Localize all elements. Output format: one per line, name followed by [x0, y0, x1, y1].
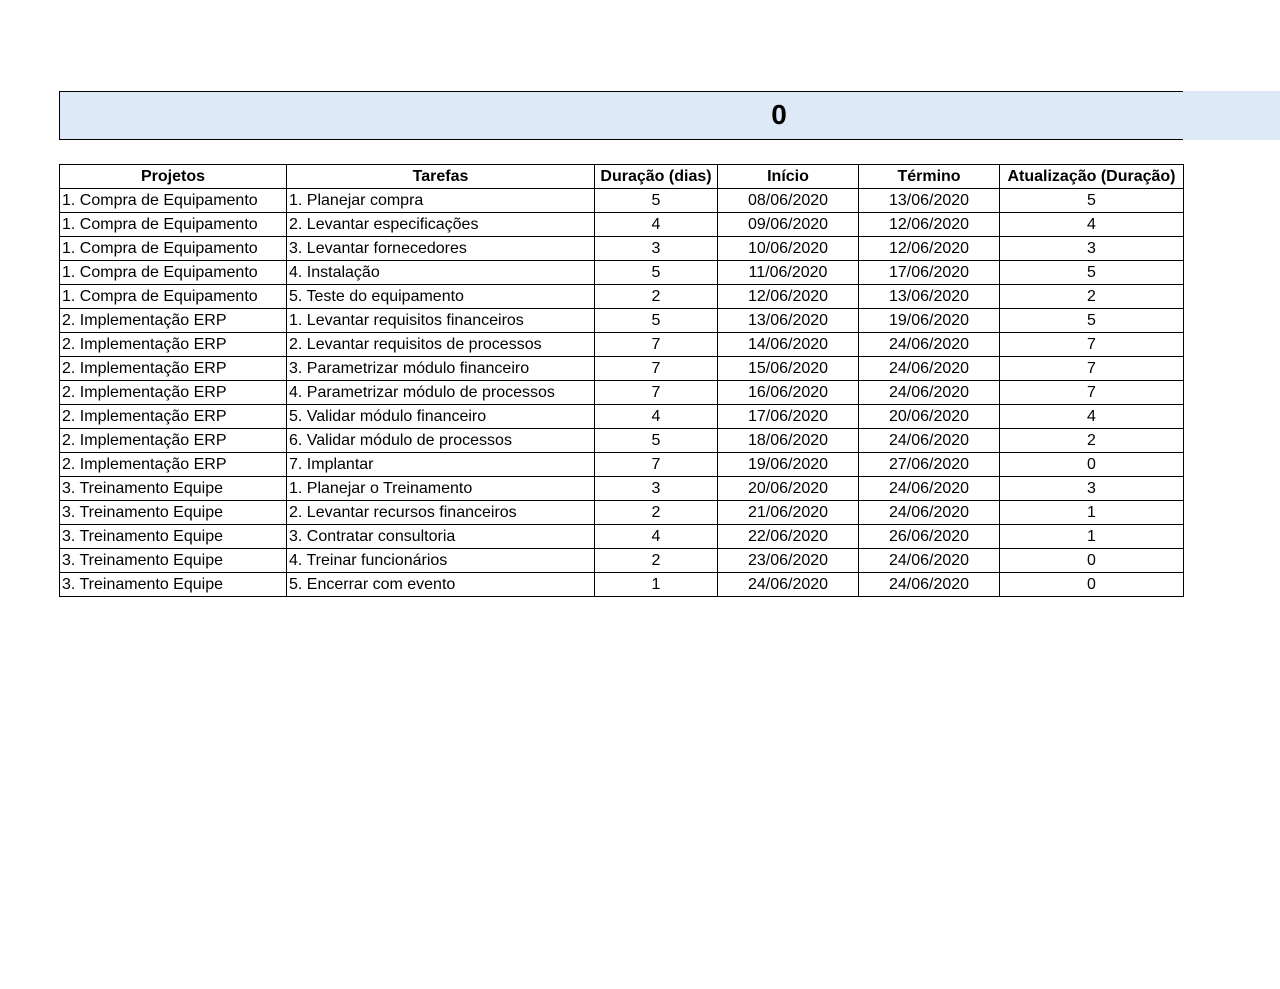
- header-inicio: Início: [718, 165, 859, 189]
- cell-atualizacao: 0: [1000, 573, 1184, 597]
- cell-inicio: 23/06/2020: [718, 549, 859, 573]
- cell-atualizacao: 5: [1000, 261, 1184, 285]
- title-area: [59, 91, 1280, 140]
- cell-duracao: 4: [595, 525, 718, 549]
- cell-duracao: 5: [595, 189, 718, 213]
- cell-atualizacao: 5: [1000, 309, 1184, 333]
- cell-duracao: 7: [595, 381, 718, 405]
- cell-tarefa: 3. Contratar consultoria: [287, 525, 595, 549]
- table-row: [60, 261, 1184, 285]
- header-duracao: Duração (dias): [595, 165, 718, 189]
- cell-inicio: 10/06/2020: [718, 237, 859, 261]
- cell-tarefa: 1. Levantar requisitos financeiros: [287, 309, 595, 333]
- cell-inicio: 22/06/2020: [718, 525, 859, 549]
- cell-projeto: 3. Treinamento Equipe: [60, 477, 287, 501]
- cell-termino: 24/06/2020: [859, 573, 1000, 597]
- cell-inicio: 18/06/2020: [718, 429, 859, 453]
- cell-inicio: 20/06/2020: [718, 477, 859, 501]
- table-row: [60, 189, 1184, 213]
- table-row: [60, 477, 1184, 501]
- table-header-row: [60, 165, 1184, 189]
- cell-atualizacao: 2: [1000, 285, 1184, 309]
- cell-duracao: 3: [595, 477, 718, 501]
- table-row: [60, 573, 1184, 597]
- cell-atualizacao: 2: [1000, 429, 1184, 453]
- cell-inicio: 13/06/2020: [718, 309, 859, 333]
- cell-inicio: 12/06/2020: [718, 285, 859, 309]
- table-row: [60, 309, 1184, 333]
- table-row: [60, 357, 1184, 381]
- cell-termino: 13/06/2020: [859, 285, 1000, 309]
- cell-projeto: 1. Compra de Equipamento: [60, 213, 287, 237]
- table-row: [60, 453, 1184, 477]
- cell-tarefa: 5. Encerrar com evento: [287, 573, 595, 597]
- cell-atualizacao: 3: [1000, 477, 1184, 501]
- cell-projeto: 2. Implementação ERP: [60, 453, 287, 477]
- table-row: [60, 237, 1184, 261]
- cell-projeto: 3. Treinamento Equipe: [60, 573, 287, 597]
- cell-termino: 12/06/2020: [859, 237, 1000, 261]
- cell-duracao: 4: [595, 405, 718, 429]
- cell-projeto: 2. Implementação ERP: [60, 429, 287, 453]
- cell-termino: 24/06/2020: [859, 333, 1000, 357]
- cell-inicio: 24/06/2020: [718, 573, 859, 597]
- cell-inicio: 17/06/2020: [718, 405, 859, 429]
- table-row: [60, 333, 1184, 357]
- cell-tarefa: 4. Parametrizar módulo de processos: [287, 381, 595, 405]
- cell-duracao: 2: [595, 285, 718, 309]
- cell-tarefa: 6. Validar módulo de processos: [287, 429, 595, 453]
- cell-projeto: 1. Compra de Equipamento: [60, 261, 287, 285]
- cell-atualizacao: 5: [1000, 189, 1184, 213]
- cell-duracao: 2: [595, 501, 718, 525]
- cell-duracao: 7: [595, 357, 718, 381]
- cell-atualizacao: 0: [1000, 453, 1184, 477]
- cell-termino: 13/06/2020: [859, 189, 1000, 213]
- cell-termino: 26/06/2020: [859, 525, 1000, 549]
- cell-tarefa: 2. Levantar especificações: [287, 213, 595, 237]
- cell-projeto: 2. Implementação ERP: [60, 333, 287, 357]
- header-tarefas: Tarefas: [287, 165, 595, 189]
- cell-projeto: 1. Compra de Equipamento: [60, 237, 287, 261]
- cell-tarefa: 7. Implantar: [287, 453, 595, 477]
- cell-projeto: 3. Treinamento Equipe: [60, 501, 287, 525]
- cell-projeto: 1. Compra de Equipamento: [60, 285, 287, 309]
- cell-inicio: 21/06/2020: [718, 501, 859, 525]
- cell-atualizacao: 7: [1000, 357, 1184, 381]
- cell-termino: 19/06/2020: [859, 309, 1000, 333]
- cell-tarefa: 4. Treinar funcionários: [287, 549, 595, 573]
- cell-duracao: 7: [595, 453, 718, 477]
- header-termino: Término: [859, 165, 1000, 189]
- cell-atualizacao: 7: [1000, 381, 1184, 405]
- cell-projeto: 2. Implementação ERP: [60, 309, 287, 333]
- table-row: [60, 525, 1184, 549]
- table-row: [60, 501, 1184, 525]
- cell-inicio: 08/06/2020: [718, 189, 859, 213]
- cell-projeto: 3. Treinamento Equipe: [60, 549, 287, 573]
- cell-duracao: 4: [595, 213, 718, 237]
- table-row: [60, 381, 1184, 405]
- cell-atualizacao: 4: [1000, 405, 1184, 429]
- table-row: [60, 285, 1184, 309]
- cell-duracao: 3: [595, 237, 718, 261]
- cell-termino: 27/06/2020: [859, 453, 1000, 477]
- cell-termino: 24/06/2020: [859, 501, 1000, 525]
- cell-atualizacao: 1: [1000, 501, 1184, 525]
- cell-duracao: 1: [595, 573, 718, 597]
- cell-inicio: 09/06/2020: [718, 213, 859, 237]
- cell-duracao: 7: [595, 333, 718, 357]
- cell-projeto: 3. Treinamento Equipe: [60, 525, 287, 549]
- cell-tarefa: 5. Teste do equipamento: [287, 285, 595, 309]
- cell-inicio: 19/06/2020: [718, 453, 859, 477]
- cell-projeto: 2. Implementação ERP: [60, 405, 287, 429]
- cell-inicio: 16/06/2020: [718, 381, 859, 405]
- header-projetos: Projetos: [60, 165, 287, 189]
- cell-duracao: 5: [595, 429, 718, 453]
- table-row: [60, 405, 1184, 429]
- cell-duracao: 5: [595, 309, 718, 333]
- cell-projeto: 2. Implementação ERP: [60, 381, 287, 405]
- cell-tarefa: 2. Levantar recursos financeiros: [287, 501, 595, 525]
- table-row: [60, 213, 1184, 237]
- cell-inicio: 11/06/2020: [718, 261, 859, 285]
- cell-tarefa: 4. Instalação: [287, 261, 595, 285]
- cell-atualizacao: 4: [1000, 213, 1184, 237]
- cell-tarefa: 2. Levantar requisitos de processos: [287, 333, 595, 357]
- page-title: 0: [771, 99, 787, 130]
- cell-atualizacao: 7: [1000, 333, 1184, 357]
- cell-tarefa: 3. Levantar fornecedores: [287, 237, 595, 261]
- cell-termino: 20/06/2020: [859, 405, 1000, 429]
- tasks-table: [59, 164, 1184, 597]
- cell-atualizacao: 0: [1000, 549, 1184, 573]
- table-row: [60, 429, 1184, 453]
- cell-atualizacao: 3: [1000, 237, 1184, 261]
- cell-termino: 17/06/2020: [859, 261, 1000, 285]
- cell-termino: 12/06/2020: [859, 213, 1000, 237]
- cell-projeto: 1. Compra de Equipamento: [60, 189, 287, 213]
- cell-inicio: 14/06/2020: [718, 333, 859, 357]
- cell-tarefa: 1. Planejar o Treinamento: [287, 477, 595, 501]
- cell-termino: 24/06/2020: [859, 357, 1000, 381]
- cell-inicio: 15/06/2020: [718, 357, 859, 381]
- cell-tarefa: 3. Parametrizar módulo financeiro: [287, 357, 595, 381]
- cell-tarefa: 5. Validar módulo financeiro: [287, 405, 595, 429]
- cell-projeto: 2. Implementação ERP: [60, 357, 287, 381]
- cell-duracao: 5: [595, 261, 718, 285]
- table-row: [60, 549, 1184, 573]
- cell-atualizacao: 1: [1000, 525, 1184, 549]
- cell-termino: 24/06/2020: [859, 429, 1000, 453]
- cell-termino: 24/06/2020: [859, 549, 1000, 573]
- cell-duracao: 2: [595, 549, 718, 573]
- cell-tarefa: 1. Planejar compra: [287, 189, 595, 213]
- header-atualizacao: Atualização (Duração): [1000, 165, 1184, 189]
- cell-termino: 24/06/2020: [859, 477, 1000, 501]
- cell-termino: 24/06/2020: [859, 381, 1000, 405]
